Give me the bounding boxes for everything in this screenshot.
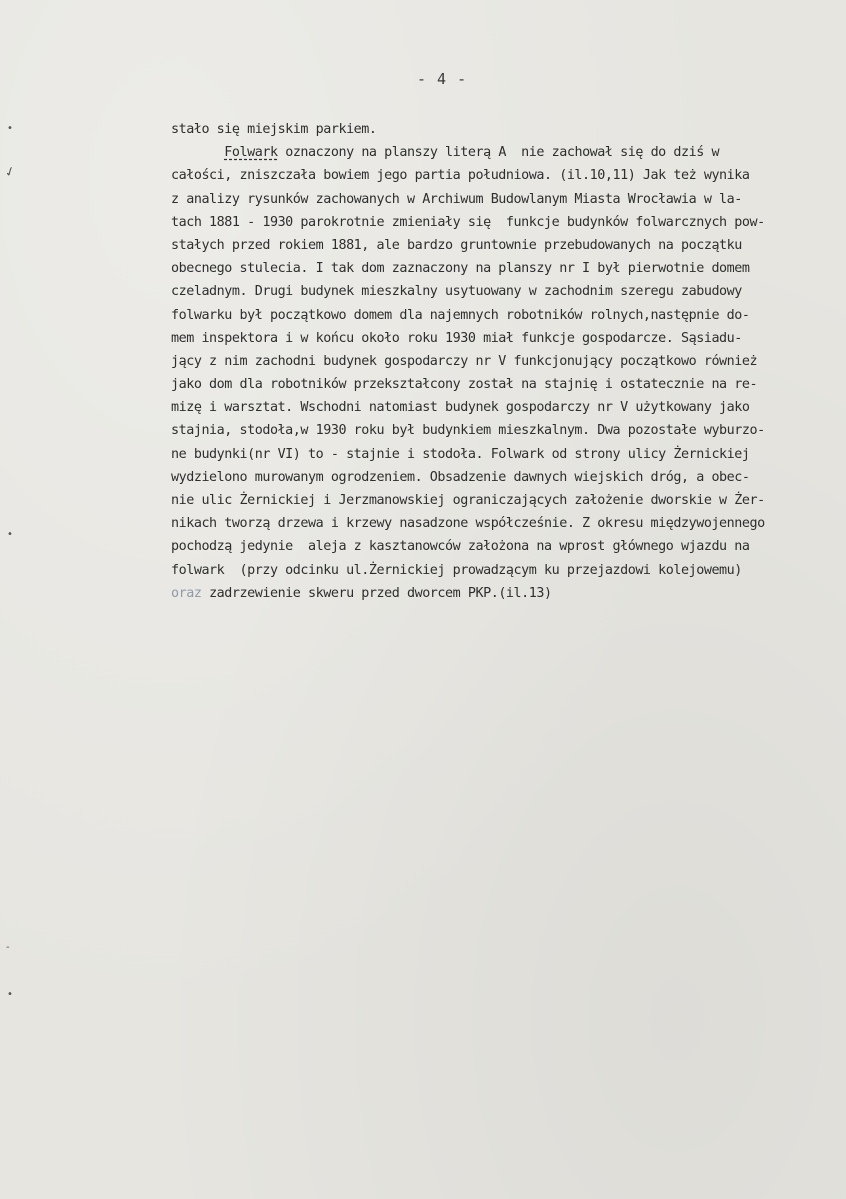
text-line-rest: zadrzewienie skweru przed dworcem PKP.(il.13) <box>209 585 552 601</box>
page-number: - 4 - <box>417 70 468 88</box>
text-line: folwark (przy odcinku ul.Żernickiej prowadzącym ku przejazdowi kolejowemu) <box>171 562 742 578</box>
margin-dot-mark: • <box>7 123 13 134</box>
underlined-word: Folwark <box>224 145 278 161</box>
text-line: jako dom dla robotników przekształcony został na stajnię i ostatecznie na re- <box>171 377 758 393</box>
body-text <box>171 118 846 605</box>
text-line: całości, zniszczała bowiem jego partia południowa. (il.10,11) Jak też wynika <box>171 168 750 184</box>
text-line: nikach tworzą drzewa i krzewy nasadzone współcześnie. Z okresu międzywojennego <box>171 516 765 532</box>
text-line: czeladnym. Drugi budynek mieszkalny usytuowany w zachodnim szeregu zabudowy <box>171 284 742 300</box>
text-line: mizę i warsztat. Wschodni natomiast budynek gospodarczy nr V użytkowany jako <box>171 400 750 416</box>
text-line: pochodzą jedynie aleja z kasztanowców założona na wprost głównego wjazdu na <box>171 539 750 555</box>
text-line: ne budynki(nr VI) to - stajnie i stodoła. Folwark od strony ulicy Żernickiej <box>171 446 750 462</box>
text-line: stało się miejskim parkiem. <box>171 122 377 137</box>
margin-tick-mark: ✓ <box>2 163 18 182</box>
text-line-last <box>171 582 846 605</box>
margin-dot-mark: • <box>7 989 13 1000</box>
text-line-paragraph-start <box>171 141 846 164</box>
text-line: jący z nim zachodni budynek gospodarczy nr V funkcjonujący początkowo również <box>171 353 758 369</box>
text-line: z analizy rysunków zachowanych w Archiwum Budowlanym Miasta Wrocławia w la- <box>171 191 742 207</box>
text-line-rest: oznaczony na planszy literą A nie zachował się do dziś w <box>277 145 720 161</box>
text-line: tach 1881 - 1930 parokrotnie zmieniały się funkcje budynków folwarcznych pow- <box>171 214 765 230</box>
margin-dot-mark: • <box>7 529 13 540</box>
text-line: stałych przed rokiem 1881, ale bardzo gruntownie przebudowanych na początku <box>171 237 742 253</box>
paragraph-indent <box>171 145 224 160</box>
faded-word: oraz <box>171 585 210 601</box>
text-line: mem inspektora i w końcu około roku 1930 miał funkcje gospodarcze. Sąsiadu- <box>171 330 742 346</box>
text-line: stajnia, stodoła,w 1930 roku był budynkiem mieszkalnym. Dwa pozostałe wyburzo- <box>171 423 765 439</box>
margin-dash-mark: - <box>6 942 10 953</box>
text-line: wydzielono murowanym ogrodzeniem. Obsadzenie dawnych wiejskich dróg, a obec- <box>171 469 750 485</box>
text-line: folwarku był początkowo domem dla najemnych robotników rolnych,następnie do- <box>171 307 750 323</box>
text-line: nie ulic Żernickiej i Jerzmanowskiej ograniczających założenie dworskie w Żer- <box>171 493 765 508</box>
text-line: obecnego stulecia. I tak dom zaznaczony na planszy nr I był pierwotnie domem <box>171 261 750 277</box>
